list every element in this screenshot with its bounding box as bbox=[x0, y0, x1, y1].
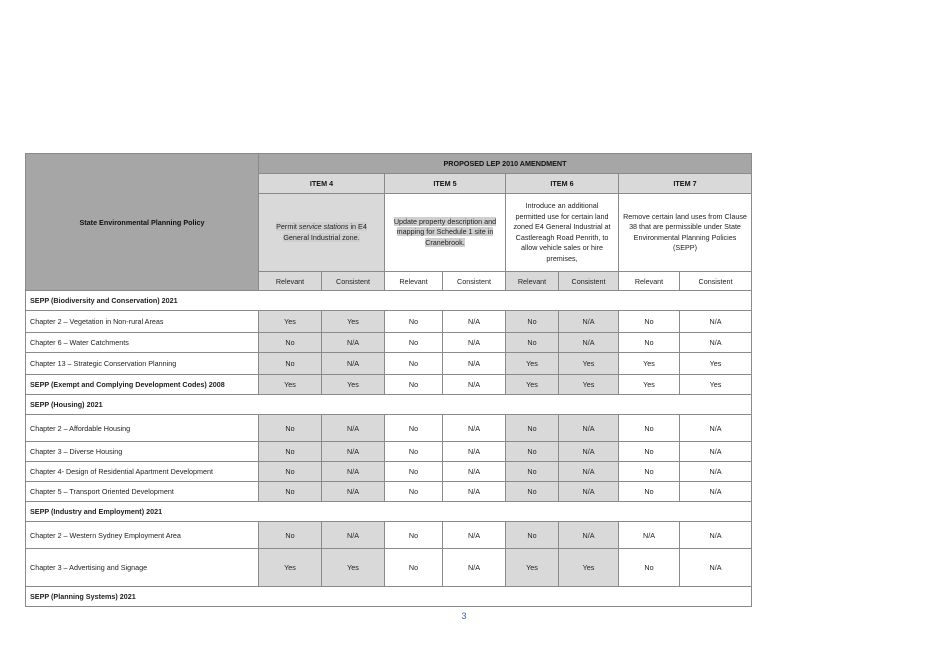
section-label: SEPP (Planning Systems) 2021 bbox=[26, 587, 752, 607]
section-label: SEPP (Exempt and Complying Development Codes) 2008 bbox=[26, 375, 259, 395]
table-row bbox=[26, 333, 752, 353]
table-row bbox=[26, 462, 752, 482]
assessment-cell: N/A bbox=[680, 415, 752, 442]
assessment-cell: Yes bbox=[559, 353, 619, 375]
assessment-cell: No bbox=[259, 462, 322, 482]
assessment-cell: Yes bbox=[506, 375, 559, 395]
item-6-description: Introduce an additional permitted use for certain land zoned E4 General Industrial at Castlereagh Road Penrith, to allow vehicle sales or hire premises, bbox=[506, 194, 619, 272]
assessment-cell: No bbox=[385, 462, 443, 482]
assessment-cell: No bbox=[385, 442, 443, 462]
table-row bbox=[26, 549, 752, 587]
item-6-relevant-header: Relevant bbox=[506, 272, 559, 291]
assessment-cell: No bbox=[259, 522, 322, 549]
assessment-cell: N/A bbox=[559, 311, 619, 333]
assessment-cell: N/A bbox=[322, 353, 385, 375]
assessment-cell: No bbox=[385, 522, 443, 549]
assessment-cell: No bbox=[506, 311, 559, 333]
assessment-cell: Yes bbox=[506, 549, 559, 587]
row-label: Chapter 6 – Water Catchments bbox=[26, 333, 259, 353]
assessment-cell: No bbox=[619, 442, 680, 462]
assessment-cell: Yes bbox=[559, 375, 619, 395]
item-4-description: Permit service stations in E4 General Industrial zone. bbox=[259, 194, 385, 272]
assessment-cell: No bbox=[619, 549, 680, 587]
page-number: 3 bbox=[461, 611, 467, 621]
assessment-cell: No bbox=[619, 482, 680, 502]
section-label: SEPP (Industry and Employment) 2021 bbox=[26, 502, 752, 522]
assessment-cell: No bbox=[385, 375, 443, 395]
row-label: Chapter 13 – Strategic Conservation Planning bbox=[26, 353, 259, 375]
item-5-relevant-header: Relevant bbox=[385, 272, 443, 291]
item-6-consistent-header: Consistent bbox=[559, 272, 619, 291]
assessment-cell: No bbox=[259, 353, 322, 375]
table-row bbox=[26, 311, 752, 333]
assessment-cell: N/A bbox=[443, 311, 506, 333]
assessment-cell: No bbox=[506, 522, 559, 549]
item-7-consistent-header: Consistent bbox=[680, 272, 752, 291]
assessment-cell: N/A bbox=[322, 462, 385, 482]
assessment-cell: No bbox=[506, 482, 559, 502]
table-body bbox=[26, 291, 752, 607]
section-row bbox=[26, 587, 752, 607]
assessment-cell: Yes bbox=[322, 375, 385, 395]
assessment-cell: N/A bbox=[680, 549, 752, 587]
assessment-cell: N/A bbox=[559, 415, 619, 442]
section-row bbox=[26, 375, 752, 395]
assessment-cell: N/A bbox=[680, 522, 752, 549]
assessment-cell: No bbox=[259, 442, 322, 462]
assessment-cell: No bbox=[619, 333, 680, 353]
assessment-cell: Yes bbox=[322, 311, 385, 333]
row-label: Chapter 4- Design of Residential Apartment Development bbox=[26, 462, 259, 482]
item-5-description: Update property description and mapping for Schedule 1 site in Cranebrook. bbox=[385, 194, 506, 272]
assessment-cell: No bbox=[385, 415, 443, 442]
assessment-cell: N/A bbox=[680, 442, 752, 462]
assessment-cell: No bbox=[385, 482, 443, 502]
assessment-cell: No bbox=[259, 415, 322, 442]
assessment-cell: No bbox=[619, 311, 680, 333]
assessment-cell: N/A bbox=[559, 522, 619, 549]
section-label: SEPP (Housing) 2021 bbox=[26, 395, 752, 415]
assessment-cell: N/A bbox=[559, 442, 619, 462]
item-7-relevant-header: Relevant bbox=[619, 272, 680, 291]
assessment-cell: N/A bbox=[322, 442, 385, 462]
assessment-cell: Yes bbox=[259, 311, 322, 333]
section-row bbox=[26, 502, 752, 522]
item-5-header: ITEM 5 bbox=[385, 174, 506, 194]
assessment-cell: Yes bbox=[322, 549, 385, 587]
assessment-cell: N/A bbox=[443, 549, 506, 587]
table-row bbox=[26, 522, 752, 549]
amendment-header: PROPOSED LEP 2010 AMENDMENT bbox=[259, 154, 752, 174]
table-row bbox=[26, 442, 752, 462]
item-6-header: ITEM 6 bbox=[506, 174, 619, 194]
assessment-cell: No bbox=[506, 333, 559, 353]
assessment-cell: Yes bbox=[259, 375, 322, 395]
table-row bbox=[26, 415, 752, 442]
section-row bbox=[26, 291, 752, 311]
assessment-cell: No bbox=[506, 442, 559, 462]
assessment-cell: Yes bbox=[619, 375, 680, 395]
assessment-cell: N/A bbox=[680, 482, 752, 502]
item-4-relevant-header: Relevant bbox=[259, 272, 322, 291]
row-label: Chapter 2 – Affordable Housing bbox=[26, 415, 259, 442]
assessment-cell: N/A bbox=[559, 333, 619, 353]
item-4-header: ITEM 4 bbox=[259, 174, 385, 194]
assessment-cell: N/A bbox=[443, 375, 506, 395]
assessment-cell: No bbox=[506, 415, 559, 442]
assessment-cell: Yes bbox=[506, 353, 559, 375]
assessment-cell: N/A bbox=[680, 333, 752, 353]
assessment-cell: No bbox=[619, 415, 680, 442]
assessment-cell: No bbox=[385, 311, 443, 333]
assessment-cell: N/A bbox=[322, 522, 385, 549]
section-row bbox=[26, 395, 752, 415]
table-row bbox=[26, 482, 752, 502]
assessment-cell: N/A bbox=[443, 462, 506, 482]
item-7-description: Remove certain land uses from Clause 38 that are permissible under State Environmental Planning Policies (SEPP) bbox=[619, 194, 752, 272]
assessment-cell: No bbox=[619, 462, 680, 482]
row-label: Chapter 2 – Vegetation in Non-rural Areas bbox=[26, 311, 259, 333]
item-7-header: ITEM 7 bbox=[619, 174, 752, 194]
assessment-cell: N/A bbox=[443, 442, 506, 462]
assessment-cell: Yes bbox=[559, 549, 619, 587]
table-row bbox=[26, 353, 752, 375]
assessment-cell: No bbox=[506, 462, 559, 482]
row-label: Chapter 3 – Advertising and Signage bbox=[26, 549, 259, 587]
assessment-cell: N/A bbox=[322, 482, 385, 502]
item-5-consistent-header: Consistent bbox=[443, 272, 506, 291]
assessment-cell: N/A bbox=[443, 333, 506, 353]
assessment-cell: No bbox=[259, 482, 322, 502]
row-label: Chapter 2 – Western Sydney Employment Area bbox=[26, 522, 259, 549]
assessment-cell: No bbox=[385, 353, 443, 375]
assessment-cell: N/A bbox=[443, 415, 506, 442]
assessment-cell: N/A bbox=[322, 415, 385, 442]
assessment-cell: No bbox=[259, 333, 322, 353]
assessment-cell: N/A bbox=[559, 482, 619, 502]
row-label: Chapter 5 – Transport Oriented Development bbox=[26, 482, 259, 502]
assessment-cell: No bbox=[385, 549, 443, 587]
assessment-cell: N/A bbox=[322, 333, 385, 353]
assessment-cell: N/A bbox=[443, 482, 506, 502]
assessment-cell: Yes bbox=[680, 353, 752, 375]
assessment-cell: Yes bbox=[680, 375, 752, 395]
item-4-consistent-header: Consistent bbox=[322, 272, 385, 291]
section-label: SEPP (Biodiversity and Conservation) 2021 bbox=[26, 291, 752, 311]
sepp-consistency-table bbox=[25, 153, 752, 607]
assessment-cell: N/A bbox=[619, 522, 680, 549]
row-label: Chapter 3 – Diverse Housing bbox=[26, 442, 259, 462]
assessment-cell: N/A bbox=[443, 353, 506, 375]
assessment-cell: Yes bbox=[259, 549, 322, 587]
assessment-cell: N/A bbox=[559, 462, 619, 482]
sepp-column-header: State Environmental Planning Policy bbox=[26, 154, 259, 291]
assessment-cell: N/A bbox=[680, 462, 752, 482]
assessment-cell: N/A bbox=[443, 522, 506, 549]
assessment-cell: No bbox=[385, 333, 443, 353]
assessment-cell: N/A bbox=[680, 311, 752, 333]
assessment-cell: Yes bbox=[619, 353, 680, 375]
